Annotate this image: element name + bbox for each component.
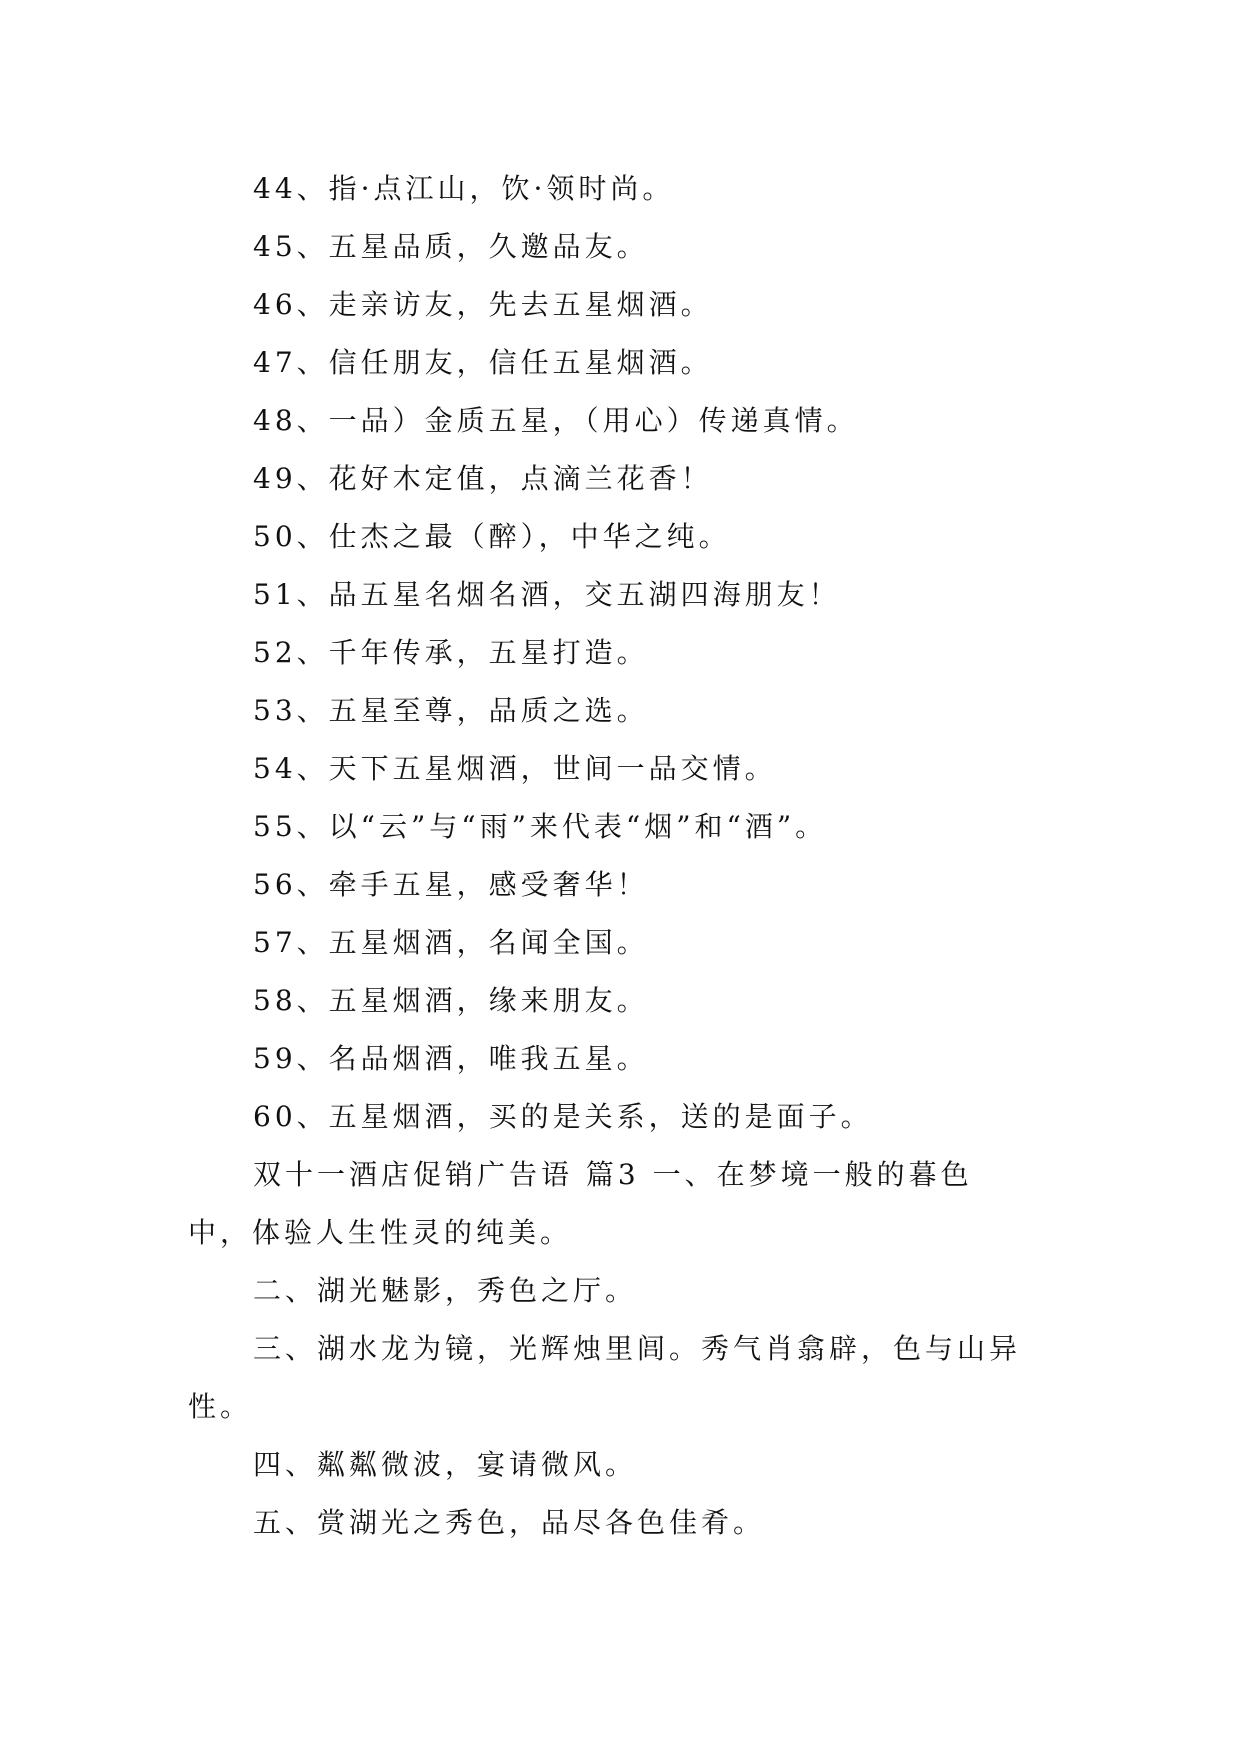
slogan-51: 51、品五星名烟名酒，交五湖四海朋友！: [253, 578, 841, 611]
slogan-49: 49、花好木定值，点滴兰花香！: [253, 462, 713, 495]
slogan-56: 56、牵手五星，感受奢华！: [253, 868, 649, 901]
document-body: [188, 160, 1058, 1552]
section-3-continuation-line: 中，体验人生性灵的纯美。: [188, 1216, 573, 1249]
slogan-60: 60、五星烟酒，买的是关系，送的是面子。: [253, 1100, 873, 1133]
slogan-53: 53、五星至尊，品质之选。: [253, 694, 649, 727]
slogan-54: 54、天下五星烟酒，世间一品交情。: [253, 752, 777, 785]
slogan-48: 48、一品）金质五星，（用心）传递真情。: [253, 404, 859, 437]
slogan-57: 57、五星烟酒，名闻全国。: [253, 926, 649, 959]
section-3-item-3-line-2: 性。: [188, 1390, 253, 1423]
section-3-item-2: 二、湖光魅影，秀色之厅。: [253, 1274, 638, 1307]
slogan-47: 47、信任朋友，信任五星烟酒。: [253, 346, 713, 379]
section-3-item-5: 五、赏湖光之秀色，品尽各色佳肴。: [253, 1506, 766, 1539]
slogan-58: 58、五星烟酒，缘来朋友。: [253, 984, 649, 1017]
section-3-item-3-line-1: 三、湖水龙为镜，光辉烛里闾。秀气肖翕辟，色与山异: [253, 1332, 1022, 1365]
section-3-heading-line: 双十一酒店促销广告语 篇3 一、在梦境一般的暮色: [253, 1158, 973, 1191]
slogan-46: 46、走亲访友，先去五星烟酒。: [253, 288, 713, 321]
slogan-50: 50、仕杰之最（醉），中华之纯。: [253, 520, 731, 553]
slogan-45: 45、五星品质，久邀品友。: [253, 230, 649, 263]
section-3-item-4: 四、粼粼微波，宴请微风。: [253, 1448, 638, 1481]
slogan-52: 52、千年传承，五星打造。: [253, 636, 649, 669]
slogan-59: 59、名品烟酒，唯我五星。: [253, 1042, 649, 1075]
slogan-55: 55、以“云”与“雨”来代表“烟”和“酒”。: [253, 810, 828, 843]
slogan-44: 44、指·点江山，饮·领时尚。: [253, 172, 675, 205]
